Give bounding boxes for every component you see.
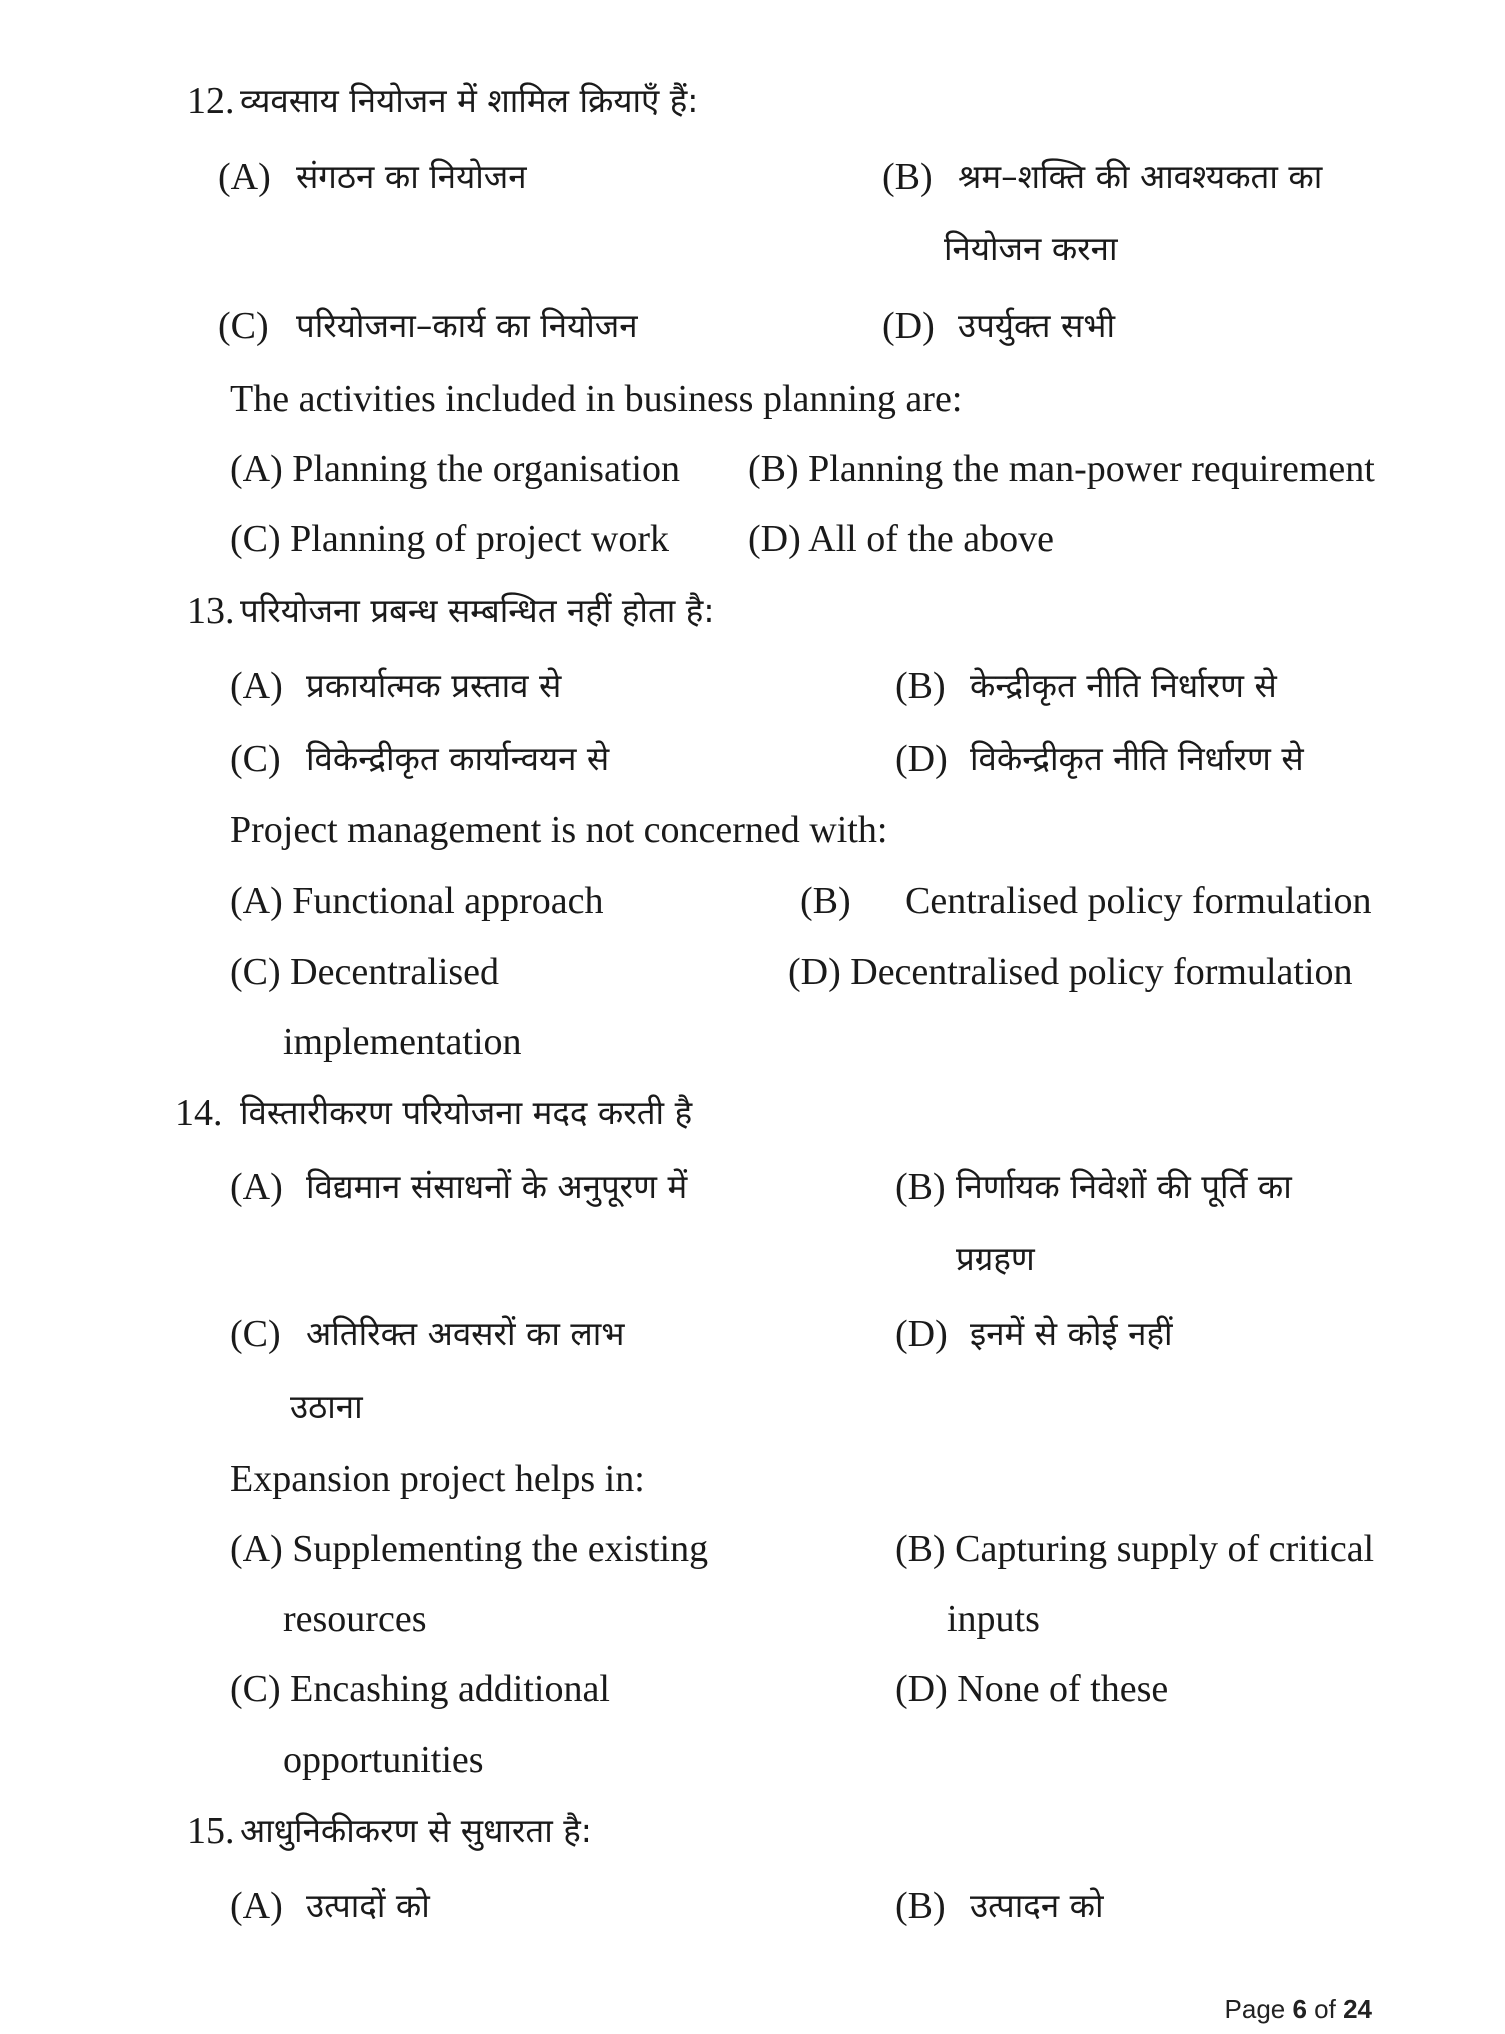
q15-hi-option-b-label: (B) [895,1885,946,1927]
footer-prefix: Page [1224,1994,1293,2024]
q14-hi-option-b-line1: निर्णायक निवेशों की पूर्ति का [956,1167,1292,1206]
question-14-number: 14. [175,1092,223,1134]
q15-hi-option-a: उत्पादों को [306,1886,430,1925]
q15-hi-option-a-label: (A) [230,1885,283,1927]
q14-hi-option-b-label: (B) [895,1166,946,1208]
q14-en-option-c-line2: opportunities [283,1739,484,1781]
question-13-hindi: परियोजना प्रबन्ध सम्बन्धित नहीं होता है: [240,591,715,630]
q12-hi-option-b-line2: नियोजन करना [944,229,1118,268]
q14-hi-option-c-line1: अतिरिक्त अवसरों का लाभ [306,1314,625,1353]
q14-hi-option-c-label: (C) [230,1313,281,1355]
q13-en-option-d: (D) Decentralised policy formulation [788,951,1353,993]
q13-english-question: Project management is not concerned with: [230,809,888,851]
q13-hi-option-b-label: (B) [895,665,946,707]
question-15-number: 15. [187,1810,235,1852]
q12-en-option-a: (A) Planning the organisation [230,448,680,490]
question-12-number: 12. [187,80,235,122]
q12-hi-option-d: उपर्युक्त सभी [958,306,1116,345]
q13-en-option-a: (A) Functional approach [230,880,604,922]
q14-en-option-c-line1: (C) Encashing additional [230,1668,610,1710]
footer-middle: of [1306,1994,1344,2024]
q12-hi-option-a-label: (A) [218,156,271,198]
q13-hi-option-d: विकेन्द्रीकृत नीति निर्धारण से [970,739,1304,778]
q13-hi-option-c-label: (C) [230,738,281,780]
q12-en-option-d: (D) All of the above [748,518,1055,560]
q13-hi-option-b: केन्द्रीकृत नीति निर्धारण से [970,666,1277,705]
q12-english-question: The activities included in business planning are: [230,378,963,420]
page-number-footer [1225,1994,1372,2025]
q12-hi-option-d-label: (D) [882,305,935,347]
q15-hi-option-b: उत्पादन को [970,1886,1104,1925]
q12-en-option-c: (C) Planning of project work [230,518,670,560]
q12-hi-option-c: परियोजना–कार्य का नियोजन [296,306,638,345]
q13-en-option-c-line2: implementation [283,1021,522,1063]
q13-hi-option-a-label: (A) [230,665,283,707]
q14-hi-option-b-line2: प्रग्रहण [956,1239,1035,1278]
question-14-hindi: विस्तारीकरण परियोजना मदद करती है [240,1093,693,1132]
q14-en-option-a-line2: resources [283,1598,427,1640]
q14-en-option-b-line1: (B) Capturing supply of critical [895,1528,1375,1570]
q14-hi-option-d-label: (D) [895,1313,948,1355]
footer-total-pages: 24 [1343,1994,1372,2024]
question-12-hindi: व्यवसाय नियोजन में शामिल क्रियाएँ हैं: [240,81,699,120]
q14-hi-option-d: इनमें से कोई नहीं [970,1314,1173,1353]
q13-en-option-b-label: (B) [800,880,851,922]
q12-hi-option-b-line1: श्रम–शक्ति की आवश्यकता का [958,157,1323,196]
q14-en-option-b-line2: inputs [947,1598,1040,1640]
q12-hi-option-a: संगठन का नियोजन [296,157,527,196]
q13-hi-option-c: विकेन्द्रीकृत कार्यान्वयन से [306,739,610,778]
q13-hi-option-a: प्रकार्यात्मक प्रस्ताव से [306,666,562,705]
q14-en-option-a-line1: (A) Supplementing the existing [230,1528,709,1570]
footer-current-page: 6 [1292,1994,1307,2024]
question-15-hindi: आधुनिकीकरण से सुधारता है: [240,1811,592,1850]
q14-en-option-d: (D) None of these [895,1668,1169,1710]
q12-hi-option-c-label: (C) [218,305,269,347]
q14-hi-option-a-label: (A) [230,1166,283,1208]
q12-en-option-b: (B) Planning the man-power requirement [748,448,1375,490]
q13-en-option-b: Centralised policy formulation [905,880,1372,922]
q13-en-option-c-line1: (C) Decentralised [230,951,500,993]
q14-english-question: Expansion project helps in: [230,1458,645,1500]
q13-hi-option-d-label: (D) [895,738,948,780]
q14-hi-option-a: विद्यमान संसाधनों के अनुपूरण में [306,1167,688,1206]
question-13-number: 13. [187,590,235,632]
q14-hi-option-c-line2: उठाना [290,1387,363,1426]
q12-hi-option-b-label: (B) [882,156,933,198]
